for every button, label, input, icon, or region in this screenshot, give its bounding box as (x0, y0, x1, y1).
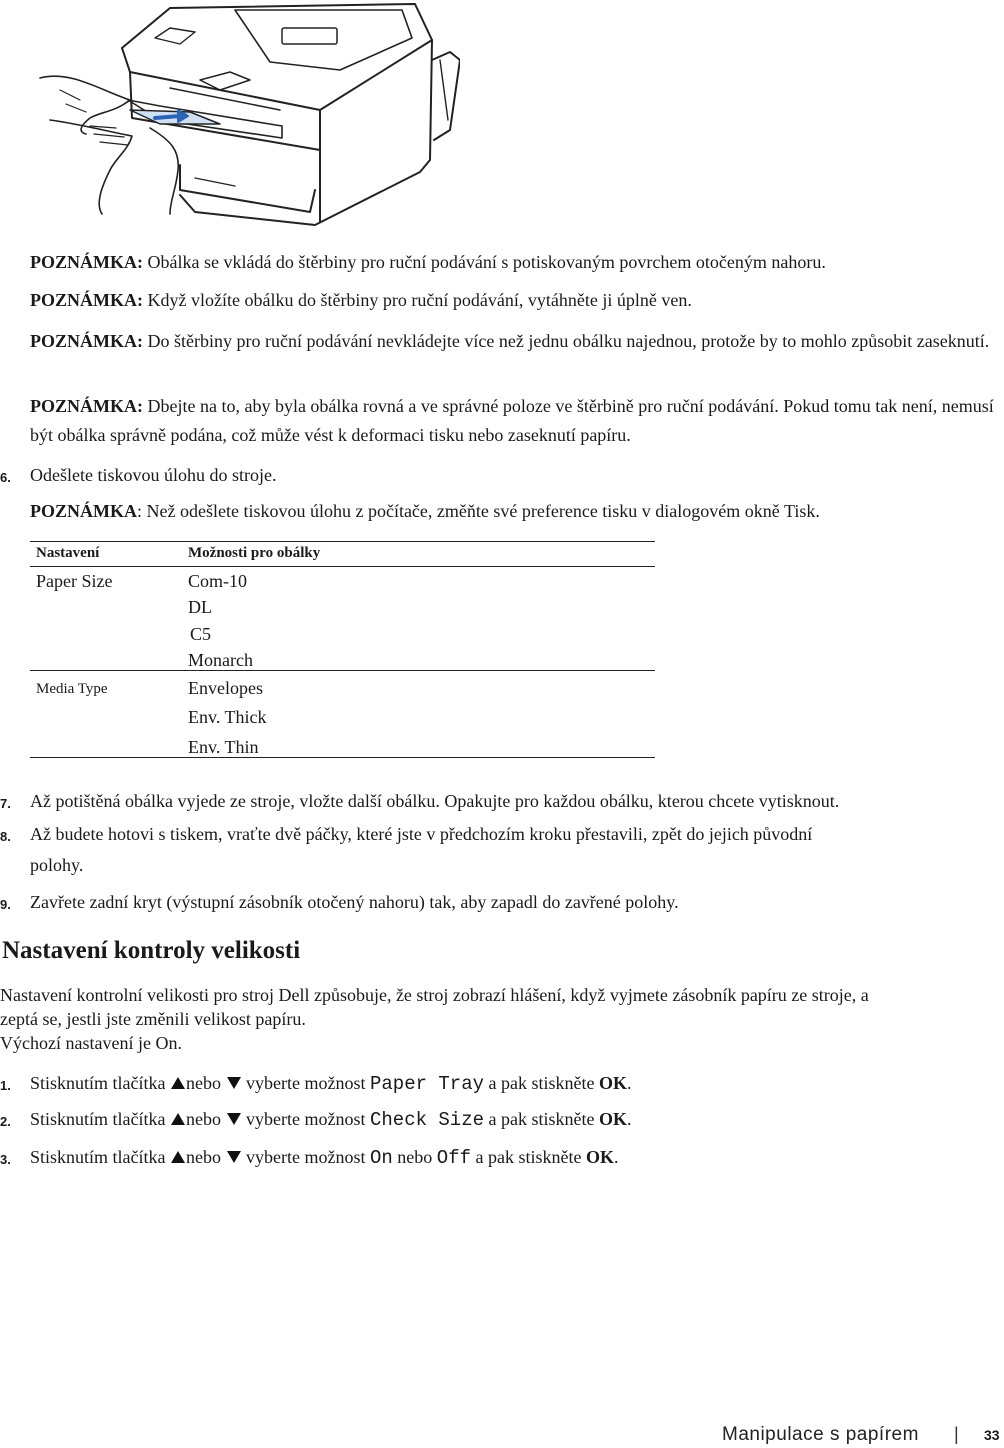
note-text: Do štěrbiny pro ruční podávání nevkládejte více než jednu obálku najednou, protože by to mohlo způsobit zaseknutí. (147, 331, 990, 351)
step-text: vyberte možnost (246, 1109, 366, 1129)
table-row (30, 567, 655, 671)
option-value: Env. Thin (188, 737, 259, 757)
step-text: vyberte možnost (246, 1147, 366, 1167)
option-value: Monarch (188, 650, 253, 670)
envelope-settings-table (30, 541, 655, 758)
step-text: nebo (186, 1073, 221, 1093)
note-label: POZNÁMKA: (30, 290, 143, 310)
step-text: nebo (186, 1147, 221, 1167)
table-row (30, 671, 655, 758)
step-number: 6. (0, 470, 11, 485)
step-9-text: Zavřete zadní kryt (výstupní zásobník otočený nahoru) tak, aby zapadl do zavřené polohy. (30, 892, 679, 912)
setting-name: Media Type (36, 681, 108, 697)
down-arrow-icon (226, 1150, 242, 1164)
column-header-setting: Nastavení (36, 545, 100, 561)
footer-separator: | (954, 1424, 959, 1444)
menu-option-code: Check Size (369, 1109, 485, 1131)
down-arrow-icon (226, 1076, 242, 1090)
step-7-text: Až potištěná obálka vyjede ze stroje, vložte další obálku. Opakujte pro každou obálku, kterou chcete vytisknout. (30, 791, 840, 811)
step-text: Stisknutím tlačítka (30, 1109, 166, 1129)
note-3 (30, 330, 1002, 353)
step-number: 8. (0, 829, 11, 844)
up-arrow-icon (170, 1112, 186, 1126)
step-6-note (30, 499, 1002, 524)
step-text: a pak stiskněte (488, 1073, 595, 1093)
note-text: Obálka se vkládá do štěrbiny pro ruční podávání s potiskovaným povrchem otočeným nahoru. (147, 252, 826, 272)
note-label: POZNÁMKA (30, 501, 137, 521)
note-1 (30, 250, 1002, 275)
step-6-text: Odešlete tiskovou úlohu do stroje. (30, 465, 277, 485)
step-number: 7. (0, 796, 11, 811)
step-8-text-continued: polohy. (30, 855, 84, 875)
note-text: Když vložíte obálku do štěrbiny pro ruční podávání, vytáhněte ji úplně ven. (147, 290, 692, 310)
section-paragraph (0, 983, 1004, 1055)
paragraph-line: zeptá se, jestli jste změnili velikost papíru. (0, 1009, 306, 1029)
step-text: Stisknutím tlačítka (30, 1073, 166, 1093)
menu-option-code: Paper Tray (369, 1073, 485, 1095)
step-number: 9. (0, 897, 11, 912)
up-arrow-icon (170, 1076, 186, 1090)
paragraph-line: Nastavení kontrolní velikosti pro stroj Dell způsobuje, že stroj zobrazí hlášení, když vyjmete zásobník papíru ze stroje, a (0, 985, 869, 1005)
step-text: . (627, 1109, 632, 1129)
option-value: Env. Thick (188, 707, 267, 727)
option-value: Com-10 (188, 571, 248, 591)
note-label: POZNÁMKA: (30, 396, 143, 416)
footer-section-title: Manipulace s papírem (722, 1424, 919, 1445)
menu-option-code: Off (436, 1147, 472, 1169)
step-text: nebo (397, 1147, 433, 1167)
final-step-2 (30, 1104, 1000, 1135)
note-2 (30, 288, 1002, 313)
step-text: a pak stiskněte (488, 1109, 595, 1129)
column-header-options: Možnosti pro obálky (188, 545, 321, 561)
step-text: a pak stiskněte (475, 1147, 582, 1167)
note-text: Dbejte na to, aby byla obálka rovná a ve správné poloze ve štěrbině pro ruční podávání. Pokud tomu tak není, nemusí být obálka správně podána, což může vést k deformaci tisku nebo zaseknutí papíru. (30, 396, 994, 445)
note-text: : Než odešlete tiskovou úlohu z počítače, změňte své preference tisku v dialogovém okně Tisk. (137, 501, 820, 521)
step-text: vyberte možnost (246, 1073, 366, 1093)
step-text: nebo (186, 1109, 221, 1129)
step-8-text: Až budete hotovi s tiskem, vraťte dvě páčky, které jste v předchozím kroku přestavili, zpět do jejich původní (30, 824, 813, 844)
menu-option-code: On (369, 1147, 393, 1169)
note-label: POZNÁMKA: (30, 252, 143, 272)
final-step-1 (30, 1068, 1000, 1099)
page-number: 33 (984, 1427, 1000, 1443)
step-text: . (614, 1147, 619, 1167)
step-text: Stisknutím tlačítka (30, 1147, 166, 1167)
step-number: 2. (0, 1114, 11, 1129)
page-footer (722, 1424, 1002, 1448)
section-heading: Nastavení kontroly velikosti (2, 937, 301, 964)
setting-name: Paper Size (36, 571, 113, 591)
paragraph-line: Výchozí nastavení je On. (0, 1033, 182, 1053)
final-step-3 (30, 1142, 1000, 1173)
step-number: 1. (0, 1078, 11, 1093)
up-arrow-icon (170, 1150, 186, 1164)
down-arrow-icon (226, 1112, 242, 1126)
step-number: 3. (0, 1152, 11, 1167)
printer-envelope-illustration (20, 0, 460, 228)
note-4 (30, 392, 1002, 450)
option-value: Envelopes (188, 678, 263, 698)
option-value: C5 (190, 624, 212, 644)
ok-label: OK (599, 1109, 628, 1129)
step-text: . (627, 1073, 632, 1093)
note-label: POZNÁMKA: (30, 331, 143, 351)
option-value: DL (188, 597, 212, 617)
ok-label: OK (586, 1147, 615, 1167)
ok-label: OK (599, 1073, 628, 1093)
